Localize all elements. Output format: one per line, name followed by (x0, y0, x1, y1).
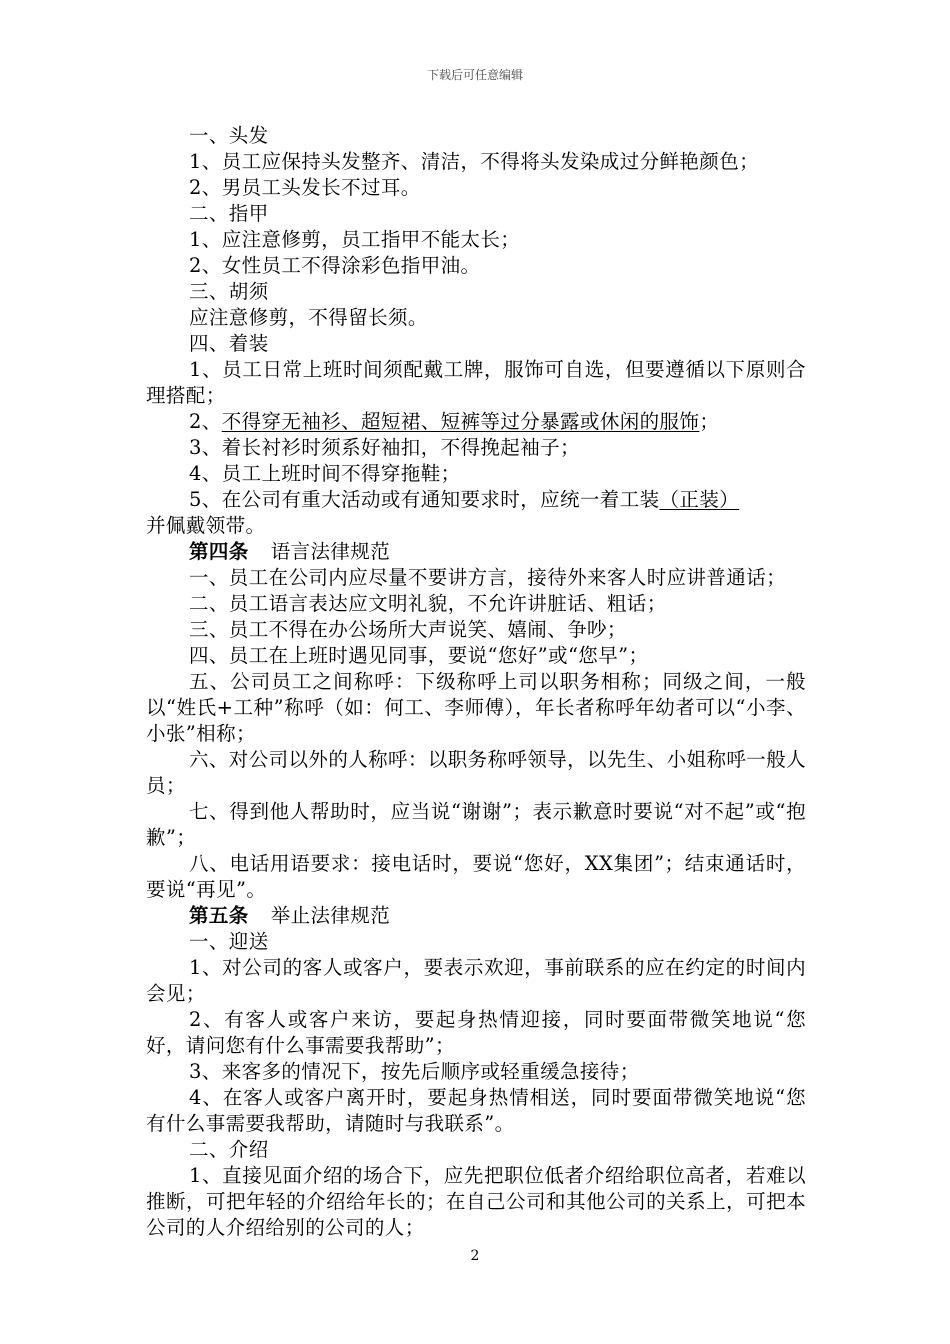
page-header: 下载后可任意编辑 (426, 68, 523, 82)
paragraph: 七、得到他人帮助时，应当说“谢谢”；表示歉意时要说“对不起”或“抱歉”； (146, 800, 806, 849)
paragraph: 1、应注意修剪，员工指甲不能太长； (189, 228, 521, 251)
article-title: 语言法律规范 (270, 540, 391, 563)
paragraph: 六、对公司以外的人称呼：以职务称呼领导，以先生、小姐称呼一般人员； (146, 748, 806, 797)
paragraph: 四、员工在上班时遇见同事，要说“您好”或“您早”； (189, 644, 649, 667)
page-number: 2 (470, 1248, 480, 1264)
paragraph: 3、着长衬衫时须系好袖扣，不得挽起袖子； (189, 436, 580, 459)
article-number: 第四条 (189, 540, 249, 563)
paragraph: 1、对公司的客人或客户，要表示欢迎，事前联系的应在约定的时间内会见； (146, 956, 806, 1005)
underlined-text: （正装） (659, 488, 740, 511)
article-heading (146, 903, 806, 929)
paragraph: 4、员工上班时间不得穿拖鞋； (189, 462, 461, 485)
section-heading: 四、着装 (189, 332, 269, 355)
section-heading: 一、头发 (189, 124, 269, 147)
paragraph (146, 487, 806, 513)
section-heading: 一、迎送 (189, 930, 269, 953)
paragraph-text: 5、在公司有重大活动或有通知要求时，应统一着工装 (189, 488, 660, 511)
paragraph: 3、来客多的情况下，按先后顺序或轻重缓急接待； (189, 1060, 640, 1083)
paragraph: 1、员工应保持头发整齐、清洁，不得将头发染成过分鲜艳颜色； (189, 150, 760, 173)
paragraph: 三、员工不得在办公场所大声说笑、嬉闹、争吵； (189, 618, 627, 641)
paragraph: 4、在客人或客户离开时，要起身热情相送，同时要面带微笑地说“您有什么事需要我帮助，请随时与我联系”。 (146, 1086, 806, 1135)
document-body (146, 123, 806, 1241)
paragraph (146, 409, 806, 435)
paragraph: 2、女性员工不得涂彩色指甲油。 (189, 254, 481, 277)
paragraph: 八、电话用语要求：接电话时，要说“您好，XX集团”；结束通话时，要说“再见”。 (146, 852, 806, 901)
paragraph: 1、员工日常上班时间须配戴工牌，服饰可自选，但要遵循以下原则合理搭配； (146, 358, 806, 407)
section-heading: 二、指甲 (189, 202, 269, 225)
paragraph: 应注意修剪，不得留长须。 (189, 306, 428, 329)
paragraph: 1、直接见面介绍的场合下，应先把职位低者介绍给职位高者，若难以推断，可把年轻的介绍给年长的；在自己公司和其他公司的关系上，可把本公司的人介绍给别的公司的人； (146, 1164, 806, 1239)
section-heading: 二、介绍 (189, 1138, 269, 1161)
punctuation: ； (699, 410, 720, 433)
article-heading (146, 539, 806, 565)
paragraph: 2、有客人或客户来访，要起身热情迎接，同时要面带微笑地说“您好，请问您有什么事需要我帮助”； (146, 1008, 806, 1057)
paragraph: 五、公司员工之间称呼：下级称呼上司以职务相称；同级之间，一般以“姓氏+工种”称呼（如：何工、李师傅），年长者称呼年幼者可以“小李、小张”相称； (146, 670, 806, 745)
item-number: 2、 (189, 410, 222, 433)
section-heading: 三、胡须 (189, 280, 269, 303)
article-number: 第五条 (189, 904, 249, 927)
paragraph: 2、男员工头发长不过耳。 (189, 176, 421, 199)
paragraph: 二、员工语言表达应文明礼貌，不允许讲脏话、粗话； (189, 592, 667, 615)
article-title: 举止法律规范 (270, 904, 391, 927)
paragraph: 一、员工在公司内应尽量不要讲方言，接待外来客人时应讲普通话； (189, 566, 787, 589)
underlined-text: 不得穿无袖衫、超短裙、短裤等过分暴露或休闲的服饰 (221, 410, 700, 433)
paragraph-continuation: 并佩戴领带。 (146, 514, 266, 537)
